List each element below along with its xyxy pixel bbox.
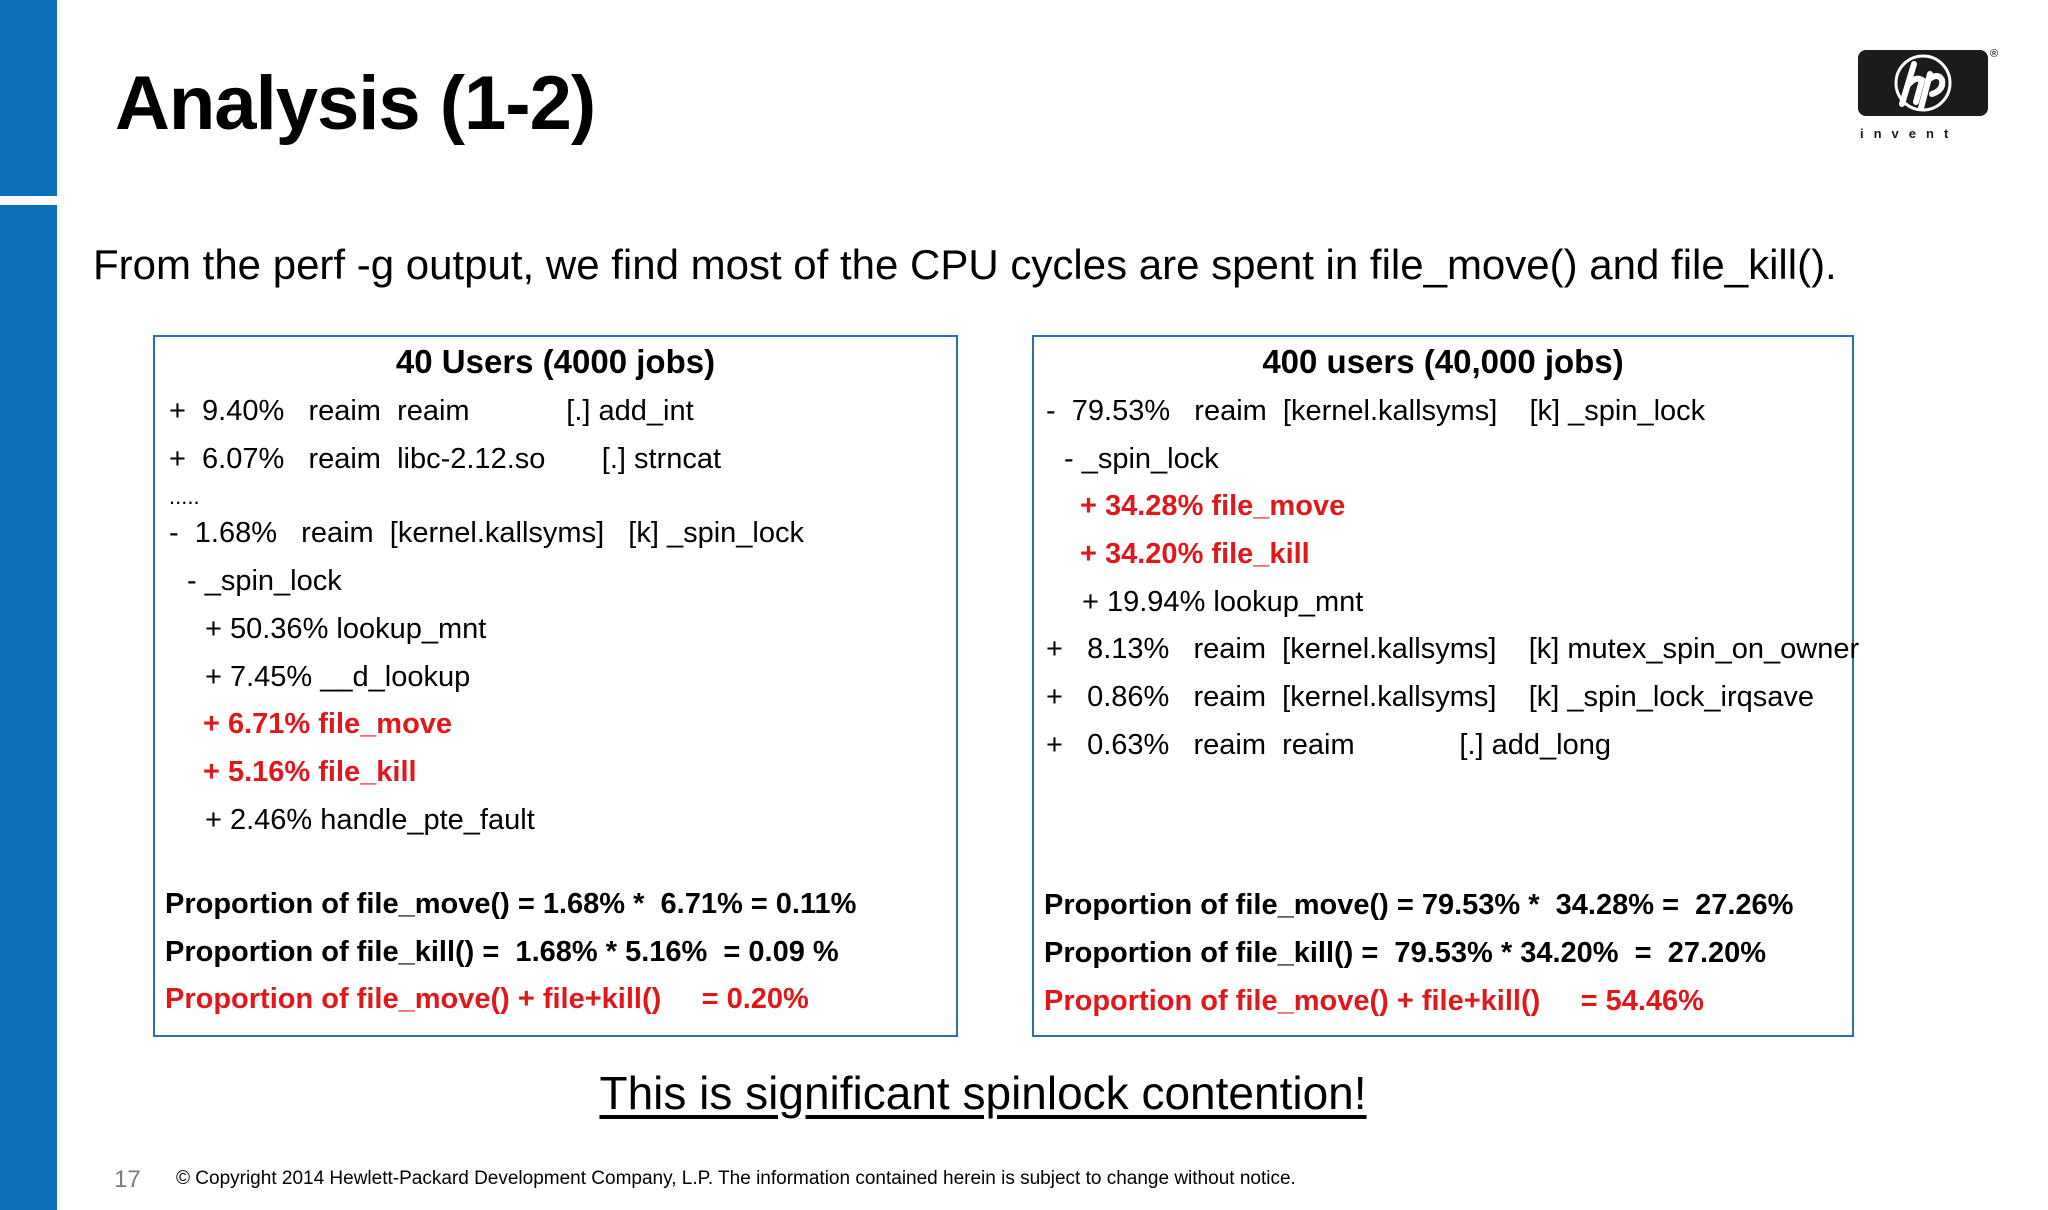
page-title: Analysis (1-2) — [115, 61, 596, 146]
perf-line-highlight: + 34.28% file_move — [1080, 490, 1346, 522]
perf-line: - _spin_lock — [1064, 443, 1219, 475]
panel-40-users — [153, 335, 958, 1037]
perf-line: + 0.63% reaim reaim [.] add_long — [1046, 729, 1611, 761]
panel-400-users — [1032, 335, 1860, 1037]
perf-line-highlight: + 5.16% file_kill — [203, 756, 417, 788]
proportion-total: Proportion of file_move() + file+kill() = 0.20% — [165, 983, 809, 1015]
conclusion-text: This is significant spinlock contention! — [599, 1067, 1367, 1119]
proportion-line: Proportion of file_move() = 1.68% * 6.71% = 0.11% — [165, 888, 857, 920]
perf-line: + 19.94% lookup_mnt — [1082, 586, 1364, 618]
accent-bar-top — [0, 0, 57, 196]
perf-line: - _spin_lock — [187, 565, 342, 597]
panel-heading: 40 Users (4000 jobs) — [395, 343, 716, 380]
perf-line: + 0.86% reaim [kernel.kallsyms] [k] _spin_lock_irqsave — [1046, 681, 1815, 713]
proportion-line: Proportion of file_move() = 79.53% * 34.28% = 27.26% — [1044, 889, 1794, 921]
accent-bar-bottom — [0, 205, 57, 1210]
panel-heading: 400 users (40,000 jobs) — [1262, 343, 1624, 380]
perf-line: - 79.53% reaim [kernel.kallsyms] [k] _spin_lock — [1046, 395, 1706, 427]
registered-mark: ® — [1990, 48, 1999, 60]
perf-line: + 7.45% __d_lookup — [205, 661, 471, 693]
perf-line: + 8.13% reaim [kernel.kallsyms] [k] mutex_spin_on_owner — [1046, 633, 1860, 665]
perf-line: + 50.36% lookup_mnt — [205, 613, 487, 645]
proportion-total: Proportion of file_move() + file+kill() = 54.46% — [1044, 985, 1704, 1017]
copyright-footer: © Copyright 2014 Hewlett-Packard Development Company, L.P. The information contained herein is subject to change without notice. — [176, 1168, 1296, 1189]
logo-wordmark: invent — [1860, 126, 1959, 141]
subtitle: From the perf -g output, we find most of the CPU cycles are spent in file_move() and file_kill(). — [93, 241, 1837, 288]
perf-line: + 6.07% reaim libc-2.12.so [.] strncat — [169, 443, 722, 475]
perf-line-highlight: + 34.20% file_kill — [1080, 538, 1310, 570]
perf-line: + 2.46% handle_pte_fault — [205, 804, 535, 836]
perf-ellipsis: ..... — [169, 484, 200, 509]
page-number: 17 — [114, 1166, 141, 1193]
conclusion — [0, 1066, 1966, 1120]
proportion-line: Proportion of file_kill() = 79.53% * 34.20% = 27.20% — [1044, 937, 1767, 969]
perf-line-highlight: + 6.71% file_move — [203, 708, 453, 740]
perf-line: - 1.68% reaim [kernel.kallsyms] [k] _spin_lock — [169, 517, 804, 549]
proportion-line: Proportion of file_kill() = 1.68% * 5.16% = 0.09 % — [165, 936, 839, 968]
hp-logo-icon — [1858, 50, 1988, 116]
hp-logo — [1858, 48, 1999, 146]
perf-line: + 9.40% reaim reaim [.] add_int — [169, 395, 694, 427]
